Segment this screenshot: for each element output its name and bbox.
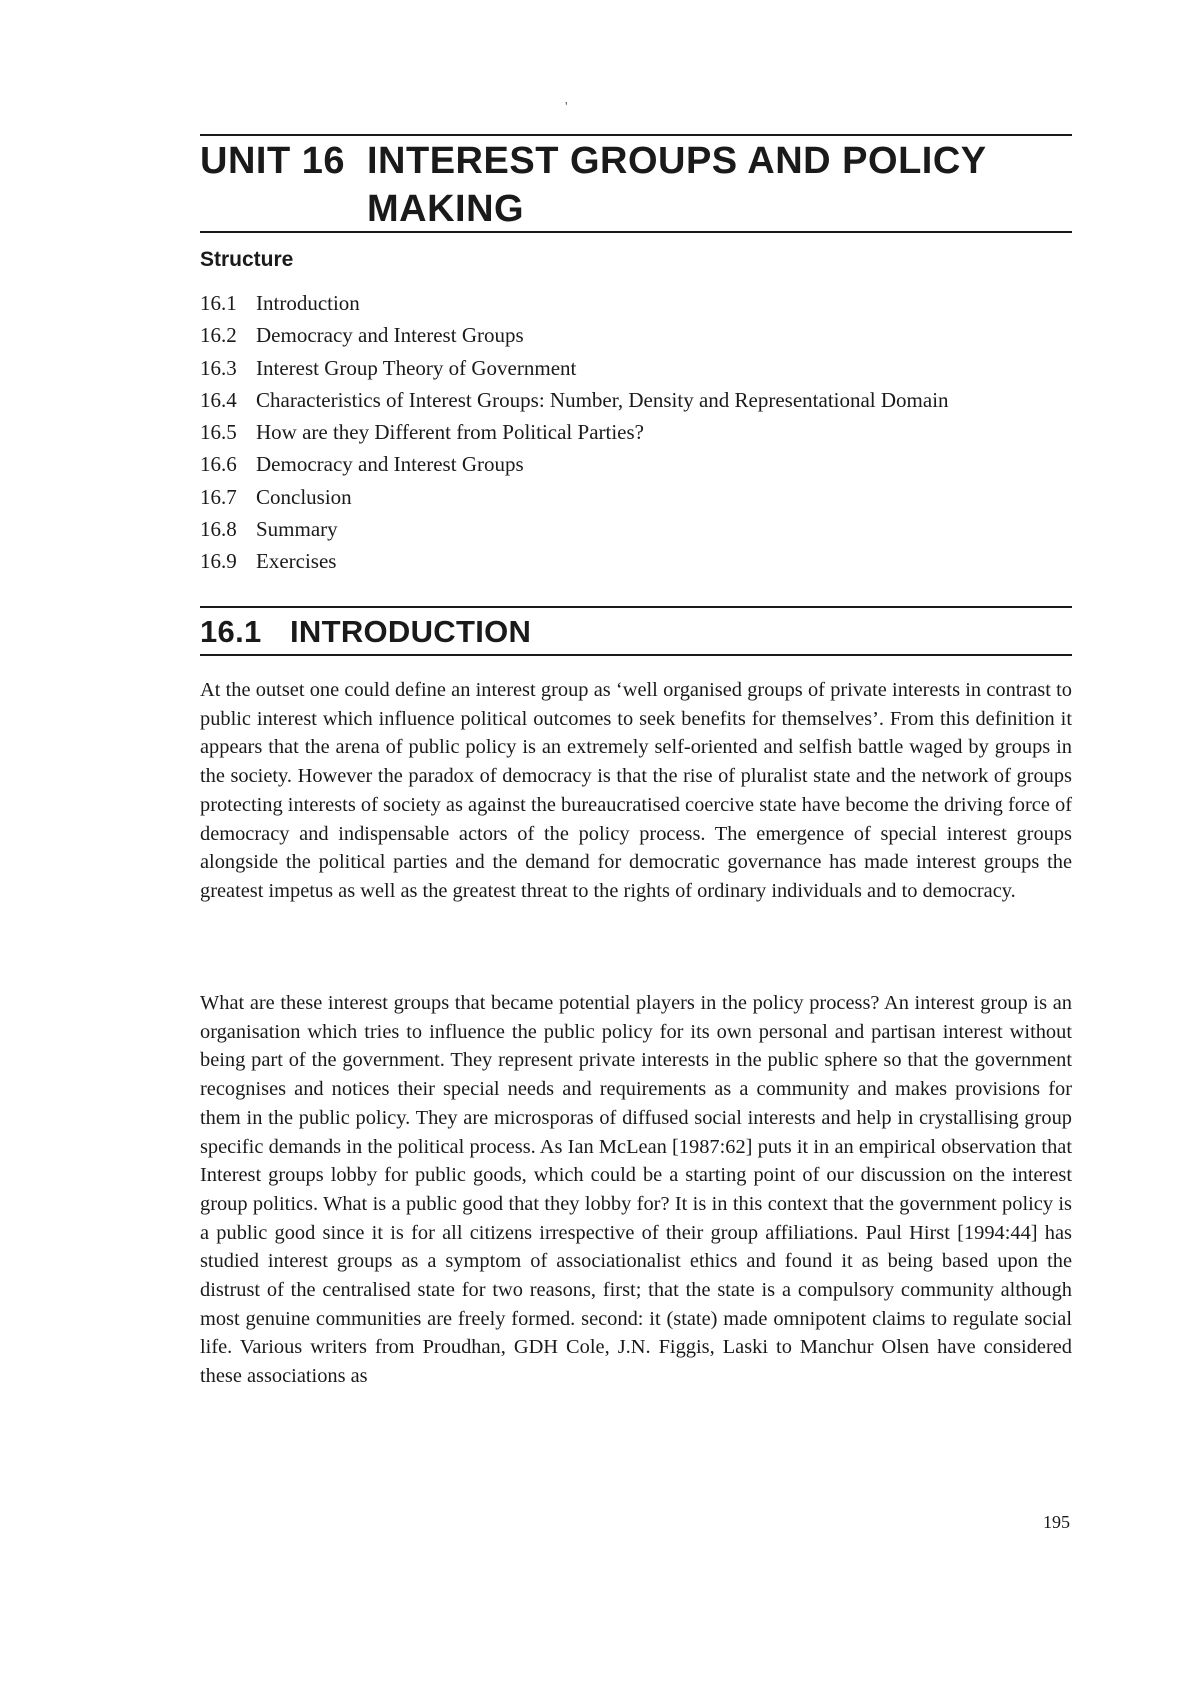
section-bottom-rule	[200, 654, 1072, 656]
structure-item-number: 16.1	[200, 291, 237, 315]
page-number: 195	[1043, 1512, 1070, 1532]
section-title: INTRODUCTION	[290, 614, 532, 649]
structure-item-label: Conclusion	[256, 484, 352, 509]
structure-item	[200, 384, 1080, 416]
structure-item-number: 16.4	[200, 387, 237, 412]
structure-item-number: 16.2	[200, 323, 237, 348]
section-heading	[200, 614, 531, 650]
structure-item	[200, 287, 1080, 319]
structure-item-number: 16.5	[200, 420, 237, 445]
section-top-rule	[200, 606, 1072, 608]
top-rule	[200, 134, 1072, 136]
structure-item-label: Summary	[256, 517, 338, 542]
structure-item-number: 16.7	[200, 484, 237, 509]
title-bottom-rule	[200, 231, 1072, 233]
structure-item-label: Democracy and Interest Groups	[256, 452, 524, 477]
structure-item	[200, 416, 1080, 448]
section-number: 16.1	[200, 614, 262, 649]
unit-title-text: INTEREST GROUPS AND POLICY MAKING	[367, 140, 986, 230]
structure-item	[200, 352, 1080, 384]
header-mark: '	[565, 100, 568, 115]
unit-title	[200, 137, 1072, 233]
unit-number: UNIT 16	[200, 140, 345, 182]
structure-item	[200, 513, 1080, 545]
structure-list	[200, 287, 1080, 578]
structure-item-label: Exercises	[256, 549, 337, 574]
structure-item-label: Democracy and Interest Groups	[256, 323, 524, 348]
structure-heading: Structure	[200, 248, 294, 271]
structure-item	[200, 319, 1080, 351]
structure-item-label: Characteristics of Interest Groups: Number, Density and Representational Domain	[256, 387, 949, 412]
structure-item-number: 16.9	[200, 549, 237, 574]
structure-item-number: 16.3	[200, 355, 237, 380]
structure-item-label: Introduction	[256, 291, 360, 315]
structure-item-label: Interest Group Theory of Government	[256, 355, 577, 380]
body-paragraph: What are these interest groups that became potential players in the policy process? An interest group is an organisation which tries to influence the public policy for its own personal and partisan interest without being part of the government. They represent private interests in the public sphere so that the government recognises and notices their special needs and requirements as a community and makes provisions for them in the public policy. They are microsporas of diffused social interests and help in crystallising group specific demands in the political process. As Ian McLean [1987:62] puts it in an empirical observation that Interest groups lobby for public goods, which could be a starting point of our discussion on the interest group politics. What is a public good that they lobby for? It is in this context that the government policy is a public good since it is for all citizens irrespective of their group affiliations. Paul Hirst [1994:44] has studied interest groups as a symptom of associationalist ethics and found it as being based upon the distrust of the centralised state for two reasons, first; that the state is a compulsory community although most genuine communities are freely formed. second: it (state) made omnipotent claims to regulate social life. Various writers from Proudhan, GDH Cole, J.N. Figgis, Laski to Manchur Olsen have considered these associations as	[200, 992, 1072, 1388]
structure-item	[200, 545, 1080, 577]
structure-item-number: 16.8	[200, 517, 237, 542]
structure-item-number: 16.6	[200, 452, 237, 477]
structure-item	[200, 448, 1080, 480]
structure-item-label: How are they Different from Political Parties?	[256, 420, 644, 445]
structure-item	[200, 481, 1080, 513]
body-paragraph: At the outset one could define an interest group as ‘well organised groups of private interests in contrast to public interest which influence political outcomes to seek benefits for themselves’. From this definition it appears that the arena of public policy is an extremely self-oriented and selfish battle waged by groups in the society. However the paradox of democracy is that the rise of pluralist state and the network of groups protecting interests of society as against the bureaucratised coercive state have become the driving force of democracy and indispensable actors of the policy process. The emergence of special interest groups alongside the political parties and the demand for democratic governance has made interest groups the greatest impetus as well as the greatest threat to the rights of ordinary individuals and to democracy.	[200, 679, 1072, 902]
